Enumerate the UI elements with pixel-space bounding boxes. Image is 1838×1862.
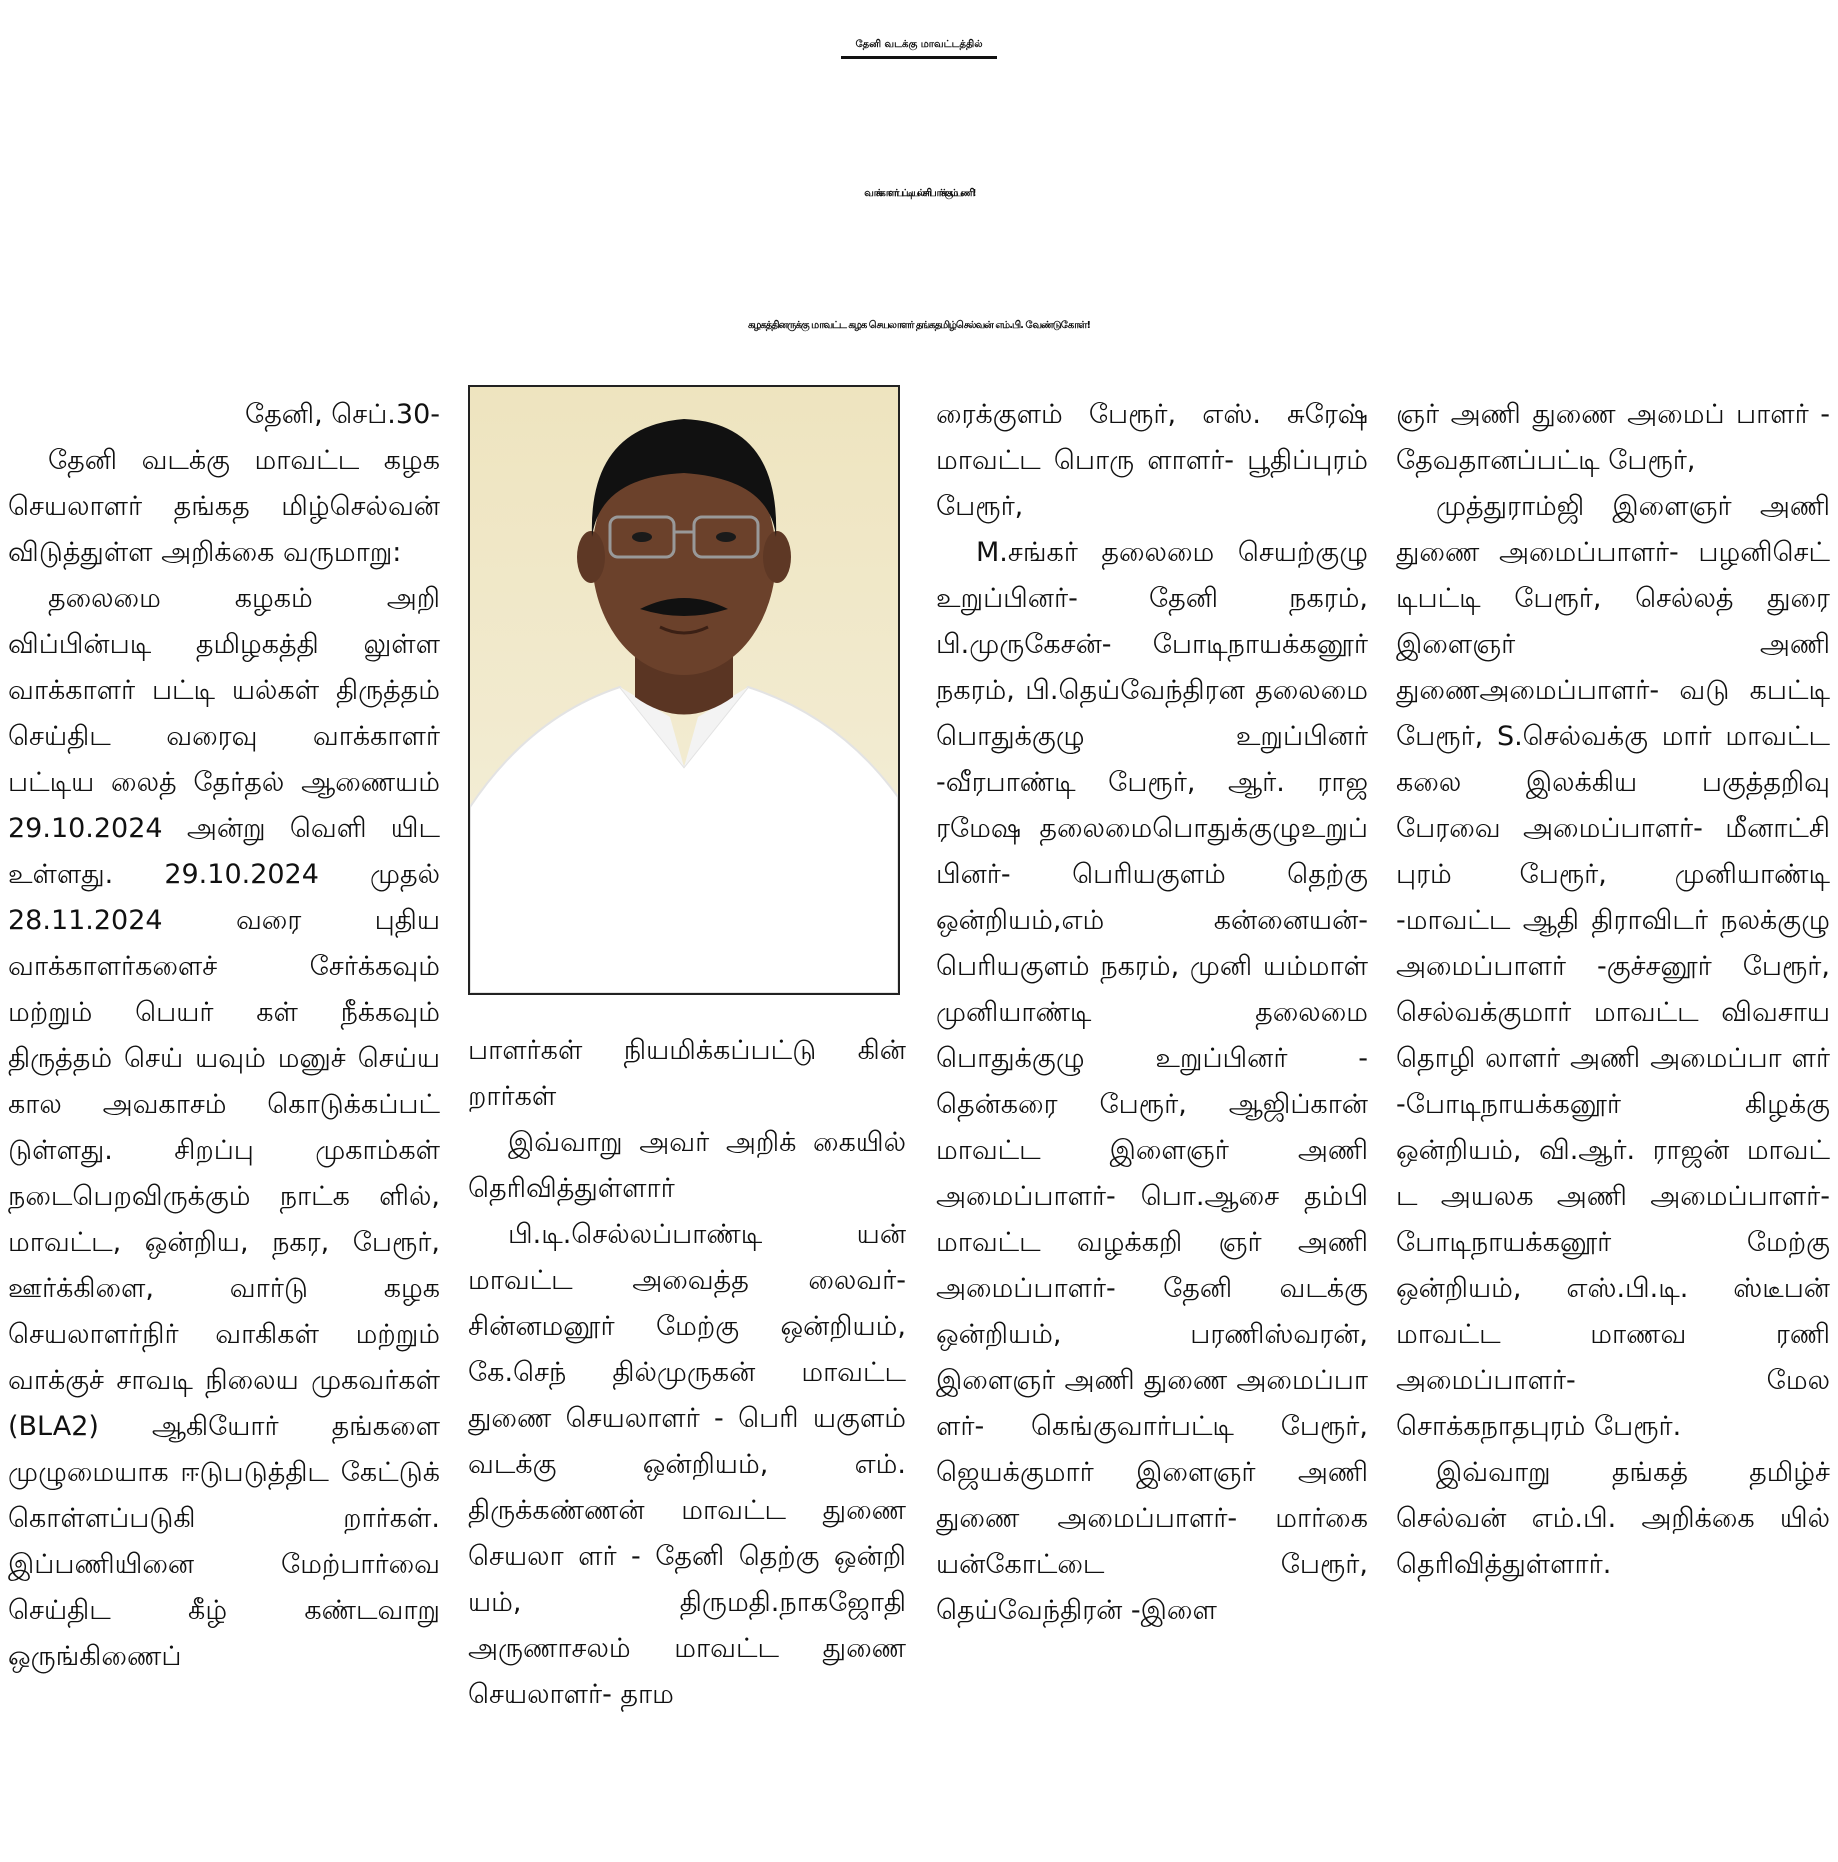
article-paragraph: முத்துராம்ஜி இளைஞர் அணி துணை அமைப்பாளர்- பழனிசெட் டிபட்டி பேரூர், செல்லத் துரை இளைஞர் அணி துணைஅமைப்பாளர்- வடு கபட்டி பேரூர், S.செல்வக்கு மார் மாவட்ட கலை இலக்கிய பகுத்தறிவு பேரவை அமைப்பாளர்- மீனாட்சி புரம் பேரூர், முனியாண்டி -மாவட்ட ஆதி திராவிடர் நலக்குழு அமைப்பாளர் -குச்சனூர் பேரூர், செல்வக்குமார் மாவட்ட விவசாய தொழி லாளர் அணி அமைப்பா ளர் -போடிநாயக்கனூர் கிழக்கு ஒன்றியம், வி.ஆர். ராஜன் மாவட் ட அயலக அணி அமைப்பாளர்- போடிநாயக்கனூர் மேற்கு ஒன்றியம், எஸ்.பி.டி. ஸ்டீபன் மாவட்ட மாணவ ரணி அமைப்பாளர்- மேல சொக்கநாதபுரம் பேரூர். — [1396, 491, 1830, 1442]
article-paragraph: தலைமை கழகம் அறி விப்பின்படி தமிழகத்தி லுள்ள வாக்காளர் பட்டி யல்கள் திருத்தம் செய்திட வரைவு வாக்காளர் பட்டிய லைத் தேர்தல் ஆணையம் 29.10.2024 அன்று வெளி யிட உள்ளது. 29.10.2024 முதல் 28.11.2024 வரை புதிய வாக்காளர்களைச் சேர்க்கவும் மற்றும் பெயர் கள் நீக்கவும் திருத்தம் செய் யவும் மனுச் செய்ய கால அவகாசம் கொடுக்கப்பட் டுள்ளது. சிறப்பு முகாம்கள் நடைபெறவிருக்கும் நாட்க ளில், மாவட்ட, ஒன்றிய, நகர, பேரூர், ஊர்க்கிளை, வார்டு கழக செயலாளர்நிர் வாகிகள் மற்றும் வாக்குச் சாவடி நிலைய முகவர்கள் (BLA2) ஆகியோர் தங்களை முழுமையாக ஈடுபடுத்திட கேட்டுக் கொள்ளப்படுகி றார்கள். இப்பணியினை மேற்பார்வை செய்திட கீழ் கண்டவாறு ஒருங்கிணைப் — [8, 583, 440, 1672]
article-paragraph: ரைக்குளம் பேரூர், எஸ். சுரேஷ் மாவட்ட பொரு ளாளர்- பூதிப்புரம் பேரூர், — [936, 399, 1368, 522]
article-paragraph: பி.டி.செல்லப்பாண்டி யன் மாவட்ட அவைத்த லைவர்- சின்னமனூர் மேற்கு ஒன்றியம், கே.செந் தில்முருகன் மாவட்ட துணை செயலாளர் - பெரி யகுளம் வடக்கு ஒன்றியம், எம். திருக்கண்ணன் மாவட்ட துணை செயலா ளர் - தேனி தெற்கு ஒன்றி யம், திருமதி.நாகஜோதி அருணாசலம் மாவட்ட துணை செயலாளர்- தாம — [468, 1219, 906, 1710]
article-paragraph: இவ்வாறு தங்கத் தமிழ்ச் செல்வன் எம்.பி. அறிக்கை யில் தெரிவித்துள்ளார். — [1396, 1457, 1830, 1580]
article-paragraph: ஞர் அணி துணை அமைப் பாளர் - தேவதானப்பட்டி பேரூர், — [1396, 399, 1830, 476]
article-column-4 — [1396, 392, 1830, 1862]
article-paragraph: தேனி வடக்கு மாவட்ட கழக செயலாளர் தங்கத மிழ்செல்வன் விடுத்துள்ள அறிக்கை வருமாறு: — [8, 445, 440, 568]
portrait-photo-icon — [470, 387, 898, 993]
kicker-heading — [0, 14, 1838, 76]
article-column-2 — [468, 1028, 906, 1862]
article-column-3 — [936, 392, 1368, 1862]
article-paragraph: M.சங்கர் தலைமை செயற்குழு உறுப்பினர்- தேனி நகரம், பி.முருகேசன்- போடிநாயக்கனூர் நகரம், பி.தெய்வேந்திரன தலைமை பொதுக்குழு உறுப்பினர் -வீரபாண்டி பேரூர், ஆர். ராஜ ரமேஷ தலைமைபொதுக்குழுஉறுப் பினர்- பெரியகுளம் தெற்கு ஒன்றியம்,எம் கன்னையன்- பெரியகுளம் நகரம், முனி யம்மாள் முனியாண்டி தலைமை பொதுக்குழு உறுப்பினர் - தென்கரை பேரூர், ஆஜிப்கான் மாவட்ட இளைஞர் அணி அமைப்பாளர்- பொ.ஆசை தம்பி மாவட்ட வழக்கறி ஞர் அணி அமைப்பாளர்- தேனி வடக்கு ஒன்றியம், பரணிஸ்வரன், இளைஞர் அணி துணை அமைப்பா ளர்- கெங்குவார்பட்டி பேரூர், ஜெயக்குமார் இளைஞர் அணி துணை அமைப்பாளர்- மார்கை யன்கோட்டை பேரூர், தெய்வேந்திரன் -இளை — [936, 537, 1368, 1626]
article-column-1 — [8, 392, 440, 1862]
subheadline: கழகத்தினருக்கு மாவட்ட கழக செயலாளர் தங்கதமிழ்செல்வன் எம்.பி. வேண்டுகோள்! — [747, 320, 1091, 331]
headline: வாக்காளர் பட்டியல் சரிபார்க்கும் பணி! — [864, 188, 974, 199]
dateline: தேனி, செப்.30- — [245, 399, 440, 430]
kicker-text: தேனி வடக்கு மாவட்டத்தில் — [841, 39, 996, 59]
article-paragraph: பாளர்கள் நியமிக்கப்பட்டு கின் றார்கள் — [468, 1035, 906, 1112]
portrait-photo — [468, 385, 900, 995]
article-paragraph: இவ்வாறு அவர் அறிக் கையில் தெரிவித்துள்ளார் — [468, 1127, 906, 1204]
